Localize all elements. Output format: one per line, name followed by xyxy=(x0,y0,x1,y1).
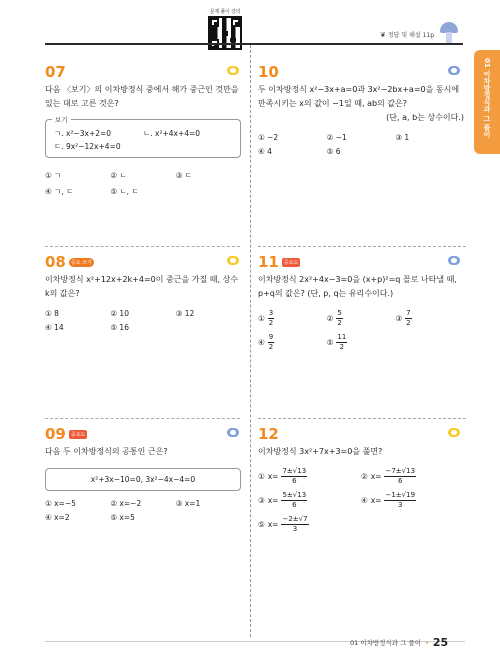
choice-4[interactable]: ④ ㄱ, ㄷ xyxy=(45,187,74,196)
choice-3[interactable]: ③ 12 xyxy=(175,309,195,318)
bogi-item: ㄱ. x²−3x+2=0 xyxy=(54,129,112,138)
choice-3[interactable]: ③ x=1 xyxy=(175,499,201,508)
top-rule xyxy=(45,43,463,45)
fraction-numerator: 11 xyxy=(337,333,347,341)
difficulty-icon xyxy=(227,66,239,75)
fraction xyxy=(384,467,416,486)
fraction-denominator: 2 xyxy=(406,319,411,327)
row-divider xyxy=(258,418,466,419)
fraction-denominator: 2 xyxy=(268,319,274,327)
page-footer xyxy=(350,636,448,649)
footer-dot-icon: • xyxy=(424,638,429,647)
question-12 xyxy=(258,426,464,534)
choice-2[interactable] xyxy=(361,467,464,486)
choice-2[interactable]: ② −1 xyxy=(326,133,347,142)
fraction xyxy=(336,309,342,328)
choice-5[interactable]: ⑤ ㄴ, ㄷ xyxy=(110,187,139,196)
choice-1[interactable]: ① −2 xyxy=(258,133,279,142)
difficulty-icon xyxy=(227,256,239,265)
question-text: 다음 〈보기〉의 이차방정식 중에서 해가 중근인 것만을 있는 대로 고른 것은? xyxy=(45,85,239,108)
choice-mark: ⑤ xyxy=(258,520,265,529)
fraction xyxy=(281,515,308,534)
choice-5[interactable] xyxy=(258,515,361,534)
bogi-title: 보기 xyxy=(52,114,71,127)
question-number: 10 xyxy=(258,63,279,81)
chapter-side-tab[interactable] xyxy=(474,50,500,154)
question-tag: 중요도 xyxy=(283,259,299,266)
question-10 xyxy=(258,64,464,156)
choice-mark: ⑤ xyxy=(326,338,334,347)
fraction xyxy=(384,491,416,510)
question-number: 07 xyxy=(45,63,66,81)
question-11 xyxy=(258,254,464,352)
answer-reference-text: 정답 및 해설 11p xyxy=(387,32,435,39)
fraction-numerator: 9 xyxy=(268,333,274,341)
row-divider xyxy=(258,246,466,247)
fraction xyxy=(281,467,307,486)
choice-2[interactable]: ② 10 xyxy=(110,309,129,318)
difficulty-icon xyxy=(448,428,460,437)
fraction-denominator: 2 xyxy=(339,343,345,351)
chapter-side-tab-label: 01 이차방정식과 그 풀이 xyxy=(483,58,491,139)
equation-box: x²+3x−10=0, 3x²−4x−4=0 xyxy=(45,468,241,491)
bogi-box xyxy=(45,116,241,158)
choice-1[interactable] xyxy=(258,467,361,486)
choice-5[interactable]: ⑤ 6 xyxy=(326,147,341,156)
choice-5[interactable]: ⑤ x=5 xyxy=(110,513,135,522)
choice-4[interactable] xyxy=(361,491,464,510)
fraction xyxy=(281,491,307,510)
choice-mark: ③ xyxy=(258,496,265,505)
choice-mark: ② xyxy=(361,472,368,481)
question-07 xyxy=(45,64,241,197)
fraction-numerator: 3 xyxy=(268,309,274,317)
choice-3[interactable] xyxy=(258,491,361,510)
page-number: 25 xyxy=(432,636,449,649)
choice-mark: ① xyxy=(258,314,265,323)
question-text: 이차방정식 3x²+7x+3=0을 풀면? xyxy=(258,447,383,456)
question-tag: 중요 쓰기 xyxy=(70,259,92,266)
choice-1[interactable]: ① x=−5 xyxy=(45,499,76,508)
choice-4[interactable]: ④ 14 xyxy=(45,323,64,332)
answer-reference xyxy=(380,30,434,39)
row-divider xyxy=(45,418,240,419)
footer-chapter: 01 이차방정식과 그 풀이 xyxy=(350,639,421,647)
question-tag: 중요도 xyxy=(70,431,86,438)
bogi-item xyxy=(143,140,232,153)
choice-2[interactable]: ② x=−2 xyxy=(110,499,142,508)
paw-icon: ❦ xyxy=(380,31,386,39)
bogi-item: ㄴ. x²+4x+4=0 xyxy=(143,129,201,138)
question-text: 이차방정식 2x²+4x−3=0을 (x+p)²=q 꼴로 나타낼 때, p+q의 값은? (단, p, q는 유리수이다.) xyxy=(258,275,457,298)
bogi-item: ㄷ. 9x²−12x+4=0 xyxy=(54,142,121,151)
fraction-denominator: 2 xyxy=(268,343,274,351)
fraction-numerator: 7±√13 xyxy=(282,467,307,475)
choice-prefix: x= xyxy=(267,520,279,529)
choice-mark: ② xyxy=(326,314,334,323)
fraction-denominator: 6 xyxy=(292,501,297,509)
choice-3[interactable] xyxy=(395,309,464,328)
difficulty-icon xyxy=(448,66,460,75)
question-text: 두 이차방정식 x²−3x+a=0과 3x²−2bx+a=0을 동시에 만족시키는 x의 값이 −1일 때, ab의 값은? xyxy=(258,85,460,108)
fraction-numerator: 7 xyxy=(406,309,411,317)
fraction xyxy=(405,309,411,328)
fraction-denominator: 6 xyxy=(398,477,403,485)
choice-5[interactable] xyxy=(327,333,396,352)
fraction xyxy=(268,333,274,352)
fraction-denominator: 6 xyxy=(292,477,297,485)
fraction-denominator: 2 xyxy=(337,319,342,327)
fraction-numerator: −7±√13 xyxy=(385,467,416,475)
fraction-denominator: 3 xyxy=(398,501,403,509)
question-08 xyxy=(45,254,241,332)
choice-mark: ① xyxy=(258,472,265,481)
difficulty-icon xyxy=(227,428,239,437)
fraction xyxy=(336,333,347,352)
choice-mark: ④ xyxy=(361,496,368,505)
question-text: 이차방정식 x²+12x+2k+4=0이 중근을 가질 때, 상수 k의 값은? xyxy=(45,275,239,298)
choice-prefix: x= xyxy=(267,496,279,505)
choice-prefix: x= xyxy=(267,472,279,481)
fraction xyxy=(268,309,274,328)
question-number: 08 xyxy=(45,253,66,271)
question-number: 12 xyxy=(258,425,279,443)
choice-1[interactable]: ① ㄱ xyxy=(45,171,62,180)
question-text: 다음 두 이차방정식의 공통인 근은? xyxy=(45,447,168,456)
fraction-numerator: 5±√13 xyxy=(282,491,307,499)
choice-5[interactable]: ⑤ 16 xyxy=(110,323,129,332)
choice-1[interactable]: ① 8 xyxy=(45,309,59,318)
choice-mark: ③ xyxy=(395,314,403,323)
question-number: 11 xyxy=(258,253,279,271)
choice-2[interactable] xyxy=(327,309,396,328)
choice-4[interactable] xyxy=(258,333,327,352)
column-divider xyxy=(250,45,251,637)
fraction-numerator: −1±√19 xyxy=(385,491,416,499)
choice-3[interactable]: ③ 1 xyxy=(395,133,410,142)
question-note: (단, a, b는 상수이다.) xyxy=(386,113,464,122)
choice-4[interactable]: ④ x=2 xyxy=(45,513,70,522)
row-divider xyxy=(45,246,240,247)
choice-2[interactable]: ② ㄴ xyxy=(110,171,127,180)
fraction-denominator: 3 xyxy=(292,525,298,533)
fraction-numerator: −2±√7 xyxy=(282,515,308,523)
difficulty-icon xyxy=(448,256,460,265)
choice-3[interactable]: ③ ㄷ xyxy=(175,171,193,180)
question-number: 09 xyxy=(45,425,66,443)
choice-mark: ④ xyxy=(258,338,265,347)
mushroom-icon xyxy=(440,22,458,44)
choice-1[interactable] xyxy=(258,309,327,328)
choice-prefix: x= xyxy=(370,496,382,505)
fraction-numerator: 5 xyxy=(337,309,342,317)
choice-4[interactable]: ④ 4 xyxy=(258,147,272,156)
qr-label: 문제 풀이 강의 xyxy=(209,9,241,15)
choice-prefix: x= xyxy=(370,472,382,481)
question-09 xyxy=(45,426,241,522)
